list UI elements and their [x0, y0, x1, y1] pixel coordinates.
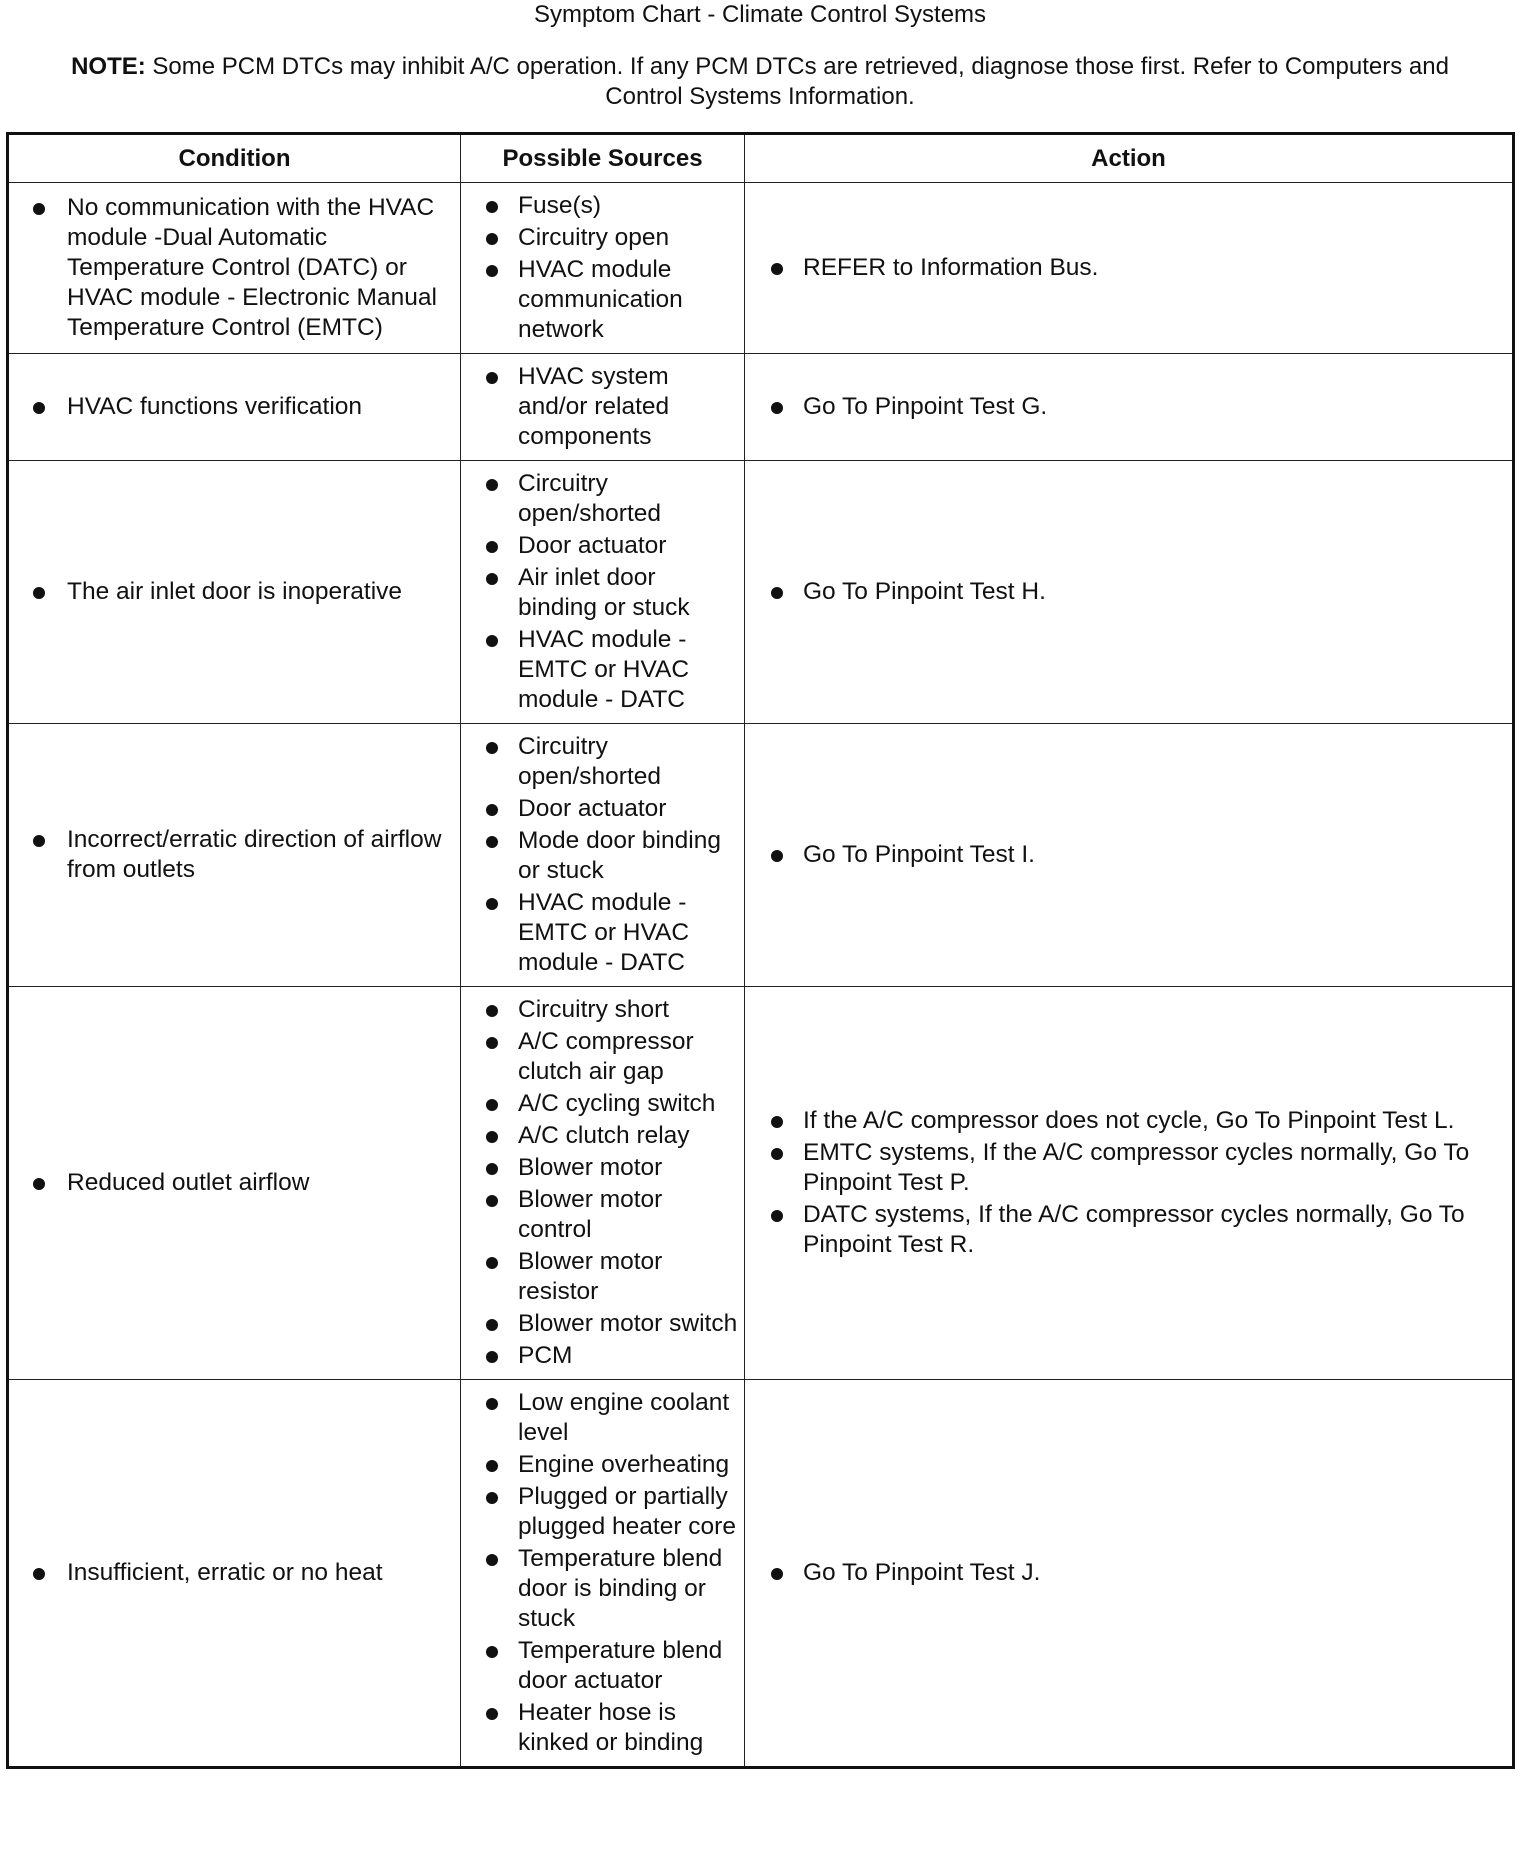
- action-cell: [745, 354, 1514, 461]
- source-item: Air inlet door binding or stuck: [518, 563, 738, 623]
- condition-item: Insufficient, erratic or no heat: [67, 1558, 452, 1588]
- action-item: Go To Pinpoint Test G.: [803, 392, 1498, 422]
- note-paragraph: [40, 52, 1480, 112]
- source-item: Temperature blend door actuator: [518, 1636, 738, 1696]
- sources-cell: [461, 1380, 745, 1768]
- action-item: Go To Pinpoint Test J.: [803, 1558, 1498, 1588]
- source-item: Fuse(s): [518, 191, 738, 221]
- note-label: NOTE:: [71, 53, 146, 80]
- note-text: Some PCM DTCs may inhibit A/C operation. If any PCM DTCs are retrieved, diagnose those first. Refer to Computers and Control Systems Information.: [152, 53, 1449, 110]
- condition-item: Reduced outlet airflow: [67, 1168, 452, 1198]
- header-action: Action: [745, 134, 1514, 183]
- sources-cell: [461, 461, 745, 724]
- source-item: Door actuator: [518, 531, 738, 561]
- source-item: Blower motor control: [518, 1185, 738, 1245]
- action-cell: [745, 724, 1514, 987]
- condition-cell: [8, 1380, 461, 1768]
- action-item: REFER to Information Bus.: [803, 253, 1498, 283]
- source-item: Circuitry short: [518, 995, 738, 1025]
- action-item: Go To Pinpoint Test I.: [803, 840, 1498, 870]
- source-item: A/C clutch relay: [518, 1121, 738, 1151]
- source-item: Circuitry open: [518, 223, 738, 253]
- source-item: A/C cycling switch: [518, 1089, 738, 1119]
- action-cell: [745, 183, 1514, 354]
- source-item: Heater hose is kinked or binding: [518, 1698, 738, 1758]
- sources-cell: [461, 987, 745, 1380]
- source-item: HVAC module - EMTC or HVAC module - DATC: [518, 888, 738, 978]
- source-item: Mode door binding or stuck: [518, 826, 738, 886]
- sources-cell: [461, 183, 745, 354]
- source-item: HVAC module - EMTC or HVAC module - DATC: [518, 625, 738, 715]
- source-item: Plugged or partially plugged heater core: [518, 1482, 738, 1542]
- condition-cell: [8, 354, 461, 461]
- action-cell: [745, 1380, 1514, 1768]
- condition-item: The air inlet door is inoperative: [67, 577, 452, 607]
- condition-cell: [8, 724, 461, 987]
- condition-cell: [8, 987, 461, 1380]
- condition-item: HVAC functions verification: [67, 392, 452, 422]
- table-row: [8, 987, 1514, 1380]
- table-row: [8, 183, 1514, 354]
- table-row: [8, 1380, 1514, 1768]
- source-item: Temperature blend door is binding or stuck: [518, 1544, 738, 1634]
- action-item: EMTC systems, If the A/C compressor cycles normally, Go To Pinpoint Test P.: [803, 1138, 1498, 1198]
- condition-cell: [8, 461, 461, 724]
- condition-item: No communication with the HVAC module -Dual Automatic Temperature Control (DATC) or HVAC module - Electronic Manual Temperature Control (EMTC): [67, 193, 452, 343]
- table-row: [8, 354, 1514, 461]
- action-cell: [745, 987, 1514, 1380]
- page-title: Symptom Chart - Climate Control Systems: [533, 1, 987, 28]
- table-row: [8, 461, 1514, 724]
- header-condition: Condition: [8, 134, 461, 183]
- action-cell: [745, 461, 1514, 724]
- source-item: A/C compressor clutch air gap: [518, 1027, 738, 1087]
- source-item: Circuitry open/shorted: [518, 732, 738, 792]
- source-item: Blower motor resistor: [518, 1247, 738, 1307]
- table-header-row: [8, 134, 1514, 183]
- source-item: HVAC module communication network: [518, 255, 738, 345]
- source-item: Low engine coolant level: [518, 1388, 738, 1448]
- condition-item: Incorrect/erratic direction of airflow from outlets: [67, 825, 452, 885]
- source-item: Blower motor: [518, 1153, 738, 1183]
- table-row: [8, 724, 1514, 987]
- source-item: Door actuator: [518, 794, 738, 824]
- source-item: HVAC system and/or related components: [518, 362, 738, 452]
- sources-cell: [461, 724, 745, 987]
- source-item: Blower motor switch: [518, 1310, 738, 1337]
- source-item: Engine overheating: [518, 1450, 738, 1480]
- symptom-chart-table: [6, 132, 1515, 1769]
- action-item: DATC systems, If the A/C compressor cycles normally, Go To Pinpoint Test R.: [803, 1200, 1498, 1260]
- source-item: Circuitry open/shorted: [518, 469, 738, 529]
- action-item: If the A/C compressor does not cycle, Go To Pinpoint Test L.: [803, 1106, 1498, 1136]
- source-item: PCM: [518, 1341, 738, 1371]
- header-possible-sources: Possible Sources: [461, 134, 745, 183]
- action-item: Go To Pinpoint Test H.: [803, 577, 1498, 607]
- condition-cell: [8, 183, 461, 354]
- sources-cell: [461, 354, 745, 461]
